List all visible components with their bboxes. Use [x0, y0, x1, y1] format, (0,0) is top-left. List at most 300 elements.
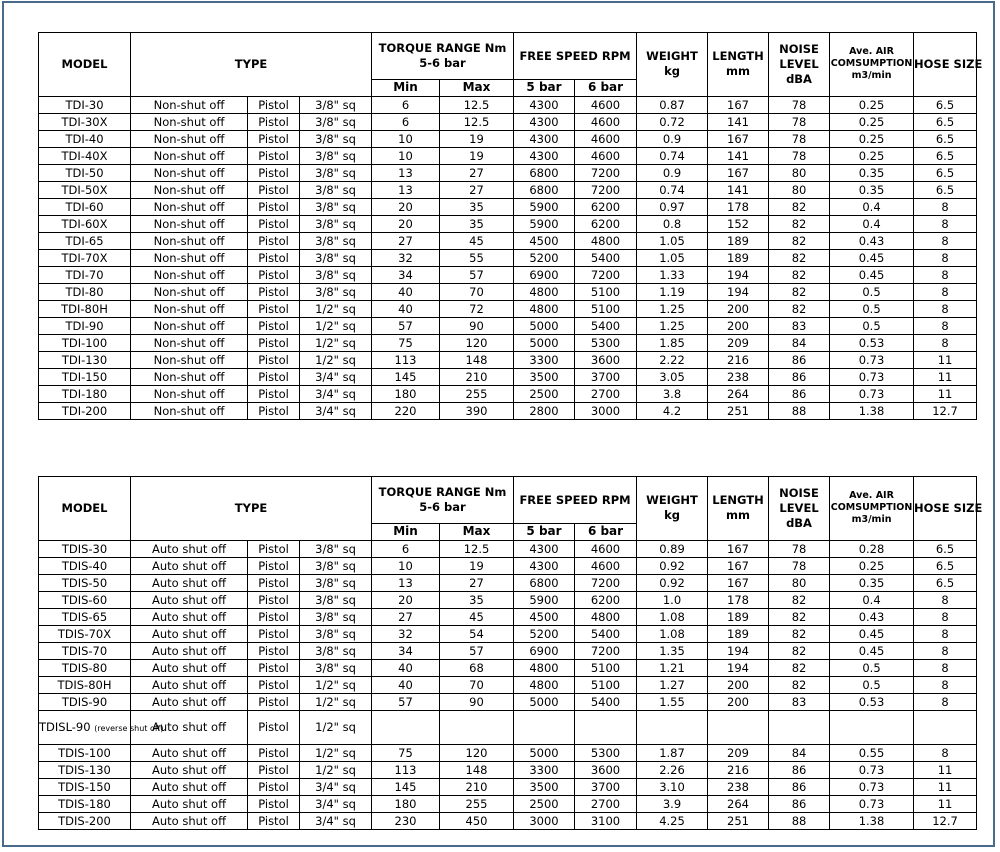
- cell-torque-min: 75: [372, 334, 440, 351]
- cell-speed-5bar: 4300: [514, 113, 575, 130]
- cell-hose: 11: [914, 778, 977, 795]
- cell-speed-6bar: 7200: [575, 164, 637, 181]
- cell-weight: 1.0: [637, 591, 708, 608]
- cell-torque-min: 230: [372, 812, 440, 829]
- cell-type: Auto shut off: [131, 591, 248, 608]
- cell-air: 0.73: [830, 761, 914, 778]
- cell-air: 0.45: [830, 249, 914, 266]
- cell-noise: 82: [769, 591, 830, 608]
- cell-speed-6bar: 4800: [575, 232, 637, 249]
- cell-hose: 6.5: [914, 557, 977, 574]
- cell-model: TDI-60X: [39, 215, 131, 232]
- cell-drive: 3/4" sq: [300, 368, 372, 385]
- cell-drive: 3/8" sq: [300, 557, 372, 574]
- cell-type: Non-shut off: [131, 283, 248, 300]
- cell-model: TDI-70: [39, 266, 131, 283]
- cell-torque-min: 13: [372, 574, 440, 591]
- cell-style: Pistol: [248, 778, 300, 795]
- cell-air: 0.45: [830, 266, 914, 283]
- cell-model: TDI-200: [39, 402, 131, 419]
- cell-air: 0.45: [830, 625, 914, 642]
- cell-torque-min: 40: [372, 283, 440, 300]
- table-row: [39, 351, 977, 368]
- cell-length: 189: [708, 625, 769, 642]
- cell-torque-min: 27: [372, 232, 440, 249]
- cell-type: Auto shut off: [131, 744, 248, 761]
- cell-torque-max: 70: [440, 283, 514, 300]
- cell-speed-5bar: 5000: [514, 693, 575, 710]
- cell-speed-5bar: 5200: [514, 625, 575, 642]
- cell-length: 141: [708, 147, 769, 164]
- cell-hose: 8: [914, 642, 977, 659]
- cell-torque-max: 27: [440, 164, 514, 181]
- cell-torque-max: 19: [440, 130, 514, 147]
- table-row: [39, 744, 977, 761]
- cell-model: TDI-150: [39, 368, 131, 385]
- cell-air: 0.4: [830, 215, 914, 232]
- cell-hose: 8: [914, 693, 977, 710]
- cell-torque-max: 19: [440, 557, 514, 574]
- cell-weight: 4.2: [637, 402, 708, 419]
- cell-weight: 0.9: [637, 164, 708, 181]
- cell-speed-6bar: 4600: [575, 557, 637, 574]
- cell-model: TDI-65: [39, 232, 131, 249]
- table-row: [39, 96, 977, 113]
- cell-speed-6bar: 5100: [575, 659, 637, 676]
- cell-length: 167: [708, 130, 769, 147]
- table-row: [39, 249, 977, 266]
- cell-style: Pistol: [248, 676, 300, 693]
- cell-speed-6bar: 5300: [575, 744, 637, 761]
- cell-drive: 3/8" sq: [300, 198, 372, 215]
- cell-drive: 1/2" sq: [300, 693, 372, 710]
- cell-style: Pistol: [248, 625, 300, 642]
- cell-drive: 1/2" sq: [300, 710, 372, 744]
- table-row: [39, 812, 977, 829]
- cell-air: 0.73: [830, 778, 914, 795]
- cell-model: TDI-50: [39, 164, 131, 181]
- header-air: Ave. AIR COMSUMPTION m3/min: [830, 33, 914, 97]
- cell-style: Pistol: [248, 744, 300, 761]
- table-row: [39, 300, 977, 317]
- cell-speed-5bar: 5900: [514, 198, 575, 215]
- cell-speed-6bar: 5100: [575, 300, 637, 317]
- cell-speed-5bar: 6900: [514, 642, 575, 659]
- cell-speed-5bar: 4300: [514, 557, 575, 574]
- cell-speed-6bar: 4600: [575, 147, 637, 164]
- cell-air: 0.43: [830, 232, 914, 249]
- cell-speed-5bar: 3300: [514, 761, 575, 778]
- cell-style: Pistol: [248, 283, 300, 300]
- table-row: [39, 761, 977, 778]
- cell-speed-6bar: 4600: [575, 130, 637, 147]
- cell-model: TDIS-80H: [39, 676, 131, 693]
- cell-length: 238: [708, 778, 769, 795]
- cell-speed-6bar: 2700: [575, 385, 637, 402]
- cell-hose: 8: [914, 215, 977, 232]
- cell-type: Non-shut off: [131, 266, 248, 283]
- cell-torque-min: 40: [372, 659, 440, 676]
- cell-torque-max: 390: [440, 402, 514, 419]
- cell-weight: 3.8: [637, 385, 708, 402]
- cell-torque-min: 20: [372, 215, 440, 232]
- cell-length: 251: [708, 402, 769, 419]
- cell-length: 167: [708, 557, 769, 574]
- cell-drive: 3/8" sq: [300, 540, 372, 557]
- table-row: [39, 574, 977, 591]
- cell-speed-5bar: [514, 710, 575, 744]
- cell-style: Pistol: [248, 795, 300, 812]
- cell-noise: 86: [769, 368, 830, 385]
- table-row: [39, 591, 977, 608]
- cell-hose: 8: [914, 249, 977, 266]
- cell-speed-6bar: 2700: [575, 795, 637, 812]
- cell-type: Non-shut off: [131, 385, 248, 402]
- cell-type: Non-shut off: [131, 368, 248, 385]
- cell-noise: 82: [769, 642, 830, 659]
- header-weight: WEIGHT kg: [637, 477, 708, 541]
- cell-noise: 80: [769, 181, 830, 198]
- cell-drive: 3/8" sq: [300, 130, 372, 147]
- cell-speed-6bar: 3700: [575, 778, 637, 795]
- cell-hose: 8: [914, 608, 977, 625]
- cell-hose: 8: [914, 676, 977, 693]
- cell-speed-5bar: 3300: [514, 351, 575, 368]
- table-row: [39, 317, 977, 334]
- cell-model: TDI-70X: [39, 249, 131, 266]
- cell-noise: 78: [769, 96, 830, 113]
- cell-hose: 8: [914, 300, 977, 317]
- cell-air: 0.53: [830, 334, 914, 351]
- cell-style: Pistol: [248, 761, 300, 778]
- cell-style: Pistol: [248, 334, 300, 351]
- cell-air: 0.55: [830, 744, 914, 761]
- cell-torque-max: 148: [440, 351, 514, 368]
- cell-weight: 1.55: [637, 693, 708, 710]
- cell-style: Pistol: [248, 300, 300, 317]
- cell-style: Pistol: [248, 659, 300, 676]
- cell-length: 200: [708, 317, 769, 334]
- cell-speed-6bar: 7200: [575, 181, 637, 198]
- cell-torque-max: 27: [440, 574, 514, 591]
- cell-speed-6bar: 6200: [575, 215, 637, 232]
- cell-type: Auto shut off: [131, 795, 248, 812]
- cell-style: Pistol: [248, 385, 300, 402]
- cell-model: TDI-100: [39, 334, 131, 351]
- spec-table-auto-shut-off: [38, 476, 983, 830]
- header-length: LENGTH mm: [708, 33, 769, 97]
- header-model: MODEL: [39, 33, 131, 97]
- cell-hose: 8: [914, 659, 977, 676]
- cell-length: 167: [708, 574, 769, 591]
- cell-model: TDIS-130: [39, 761, 131, 778]
- cell-torque-min: 113: [372, 351, 440, 368]
- table-row: [39, 540, 977, 557]
- cell-style: Pistol: [248, 215, 300, 232]
- cell-drive: 3/8" sq: [300, 642, 372, 659]
- cell-length: 141: [708, 113, 769, 130]
- cell-speed-6bar: 7200: [575, 574, 637, 591]
- header-length: LENGTH mm: [708, 477, 769, 541]
- cell-type: Auto shut off: [131, 557, 248, 574]
- cell-noise: 86: [769, 795, 830, 812]
- cell-speed-5bar: 3500: [514, 778, 575, 795]
- cell-torque-max: 90: [440, 317, 514, 334]
- cell-type: Auto shut off: [131, 540, 248, 557]
- cell-model: TDIS-40: [39, 557, 131, 574]
- cell-torque-max: 57: [440, 642, 514, 659]
- cell-air: 0.25: [830, 130, 914, 147]
- cell-length: 216: [708, 761, 769, 778]
- cell-torque-max: 70: [440, 676, 514, 693]
- cell-noise: 82: [769, 659, 830, 676]
- cell-model: TDI-90: [39, 317, 131, 334]
- cell-length: 200: [708, 676, 769, 693]
- cell-model: TDI-30X: [39, 113, 131, 130]
- cell-length: 167: [708, 96, 769, 113]
- cell-length: 194: [708, 642, 769, 659]
- table-row: [39, 659, 977, 676]
- table-row: [39, 130, 977, 147]
- cell-drive: 3/8" sq: [300, 659, 372, 676]
- header-torque: TORQUE RANGE Nm 5-6 bar: [372, 33, 514, 80]
- cell-speed-6bar: 3000: [575, 402, 637, 419]
- cell-weight: 0.87: [637, 96, 708, 113]
- cell-style: Pistol: [248, 368, 300, 385]
- cell-style: Pistol: [248, 317, 300, 334]
- cell-weight: [637, 710, 708, 744]
- table-row: [39, 266, 977, 283]
- cell-speed-6bar: 3600: [575, 351, 637, 368]
- cell-air: 0.35: [830, 164, 914, 181]
- cell-torque-max: [440, 710, 514, 744]
- cell-speed-5bar: 5900: [514, 215, 575, 232]
- table-row: [39, 232, 977, 249]
- cell-drive: 1/2" sq: [300, 351, 372, 368]
- cell-drive: 3/8" sq: [300, 215, 372, 232]
- cell-noise: 82: [769, 625, 830, 642]
- cell-style: Pistol: [248, 557, 300, 574]
- cell-length: [708, 710, 769, 744]
- cell-drive: 3/8" sq: [300, 283, 372, 300]
- cell-hose: 6.5: [914, 164, 977, 181]
- cell-torque-min: 145: [372, 368, 440, 385]
- cell-noise: 83: [769, 317, 830, 334]
- cell-length: 189: [708, 232, 769, 249]
- cell-drive: 1/2" sq: [300, 761, 372, 778]
- cell-torque-max: 12.5: [440, 96, 514, 113]
- cell-speed-5bar: 3500: [514, 368, 575, 385]
- cell-type: Non-shut off: [131, 317, 248, 334]
- cell-torque-min: 10: [372, 557, 440, 574]
- table-row: [39, 625, 977, 642]
- cell-style: Pistol: [248, 198, 300, 215]
- header-noise: NOISE LEVEL dBA: [769, 477, 830, 541]
- cell-torque-max: 255: [440, 795, 514, 812]
- cell-noise: 84: [769, 744, 830, 761]
- cell-noise: 82: [769, 232, 830, 249]
- cell-speed-5bar: 2800: [514, 402, 575, 419]
- cell-speed-5bar: 4800: [514, 283, 575, 300]
- cell-torque-max: 72: [440, 300, 514, 317]
- header-max: Max: [440, 80, 514, 97]
- cell-length: 189: [708, 249, 769, 266]
- cell-model: TDI-40X: [39, 147, 131, 164]
- cell-weight: 1.87: [637, 744, 708, 761]
- cell-drive: 3/4" sq: [300, 402, 372, 419]
- cell-weight: 1.05: [637, 232, 708, 249]
- cell-torque-max: 210: [440, 778, 514, 795]
- cell-speed-5bar: 6800: [514, 164, 575, 181]
- cell-noise: 78: [769, 113, 830, 130]
- cell-length: 264: [708, 385, 769, 402]
- cell-noise: 86: [769, 385, 830, 402]
- cell-noise: 78: [769, 147, 830, 164]
- cell-weight: 2.26: [637, 761, 708, 778]
- cell-torque-min: 13: [372, 164, 440, 181]
- cell-weight: 3.10: [637, 778, 708, 795]
- cell-style: Pistol: [248, 574, 300, 591]
- header-weight: WEIGHT kg: [637, 33, 708, 97]
- cell-torque-max: 35: [440, 198, 514, 215]
- cell-weight: 2.22: [637, 351, 708, 368]
- header-air: Ave. AIR COMSUMPTION m3/min: [830, 477, 914, 541]
- cell-noise: 82: [769, 249, 830, 266]
- cell-hose: 12.7: [914, 402, 977, 419]
- cell-torque-min: 6: [372, 113, 440, 130]
- cell-hose: 6.5: [914, 574, 977, 591]
- cell-speed-6bar: 3700: [575, 368, 637, 385]
- cell-torque-min: 27: [372, 608, 440, 625]
- cell-hose: 8: [914, 198, 977, 215]
- cell-length: 189: [708, 608, 769, 625]
- cell-weight: 0.97: [637, 198, 708, 215]
- cell-torque-max: 35: [440, 215, 514, 232]
- header-free-speed: FREE SPEED RPM: [514, 477, 637, 524]
- header-type: TYPE: [131, 33, 372, 97]
- cell-length: 238: [708, 368, 769, 385]
- cell-torque-min: 113: [372, 761, 440, 778]
- cell-hose: 11: [914, 385, 977, 402]
- cell-torque-max: 210: [440, 368, 514, 385]
- cell-length: 209: [708, 744, 769, 761]
- cell-speed-5bar: 4500: [514, 232, 575, 249]
- cell-speed-5bar: 4300: [514, 96, 575, 113]
- cell-style: Pistol: [248, 540, 300, 557]
- cell-length: 251: [708, 812, 769, 829]
- cell-hose: 6.5: [914, 96, 977, 113]
- cell-torque-min: 180: [372, 385, 440, 402]
- cell-torque-max: 19: [440, 147, 514, 164]
- cell-speed-5bar: 5900: [514, 591, 575, 608]
- cell-air: 0.73: [830, 385, 914, 402]
- cell-model: TDIS-70X: [39, 625, 131, 642]
- cell-model: TDIS-30: [39, 540, 131, 557]
- cell-style: Pistol: [248, 351, 300, 368]
- cell-torque-min: 34: [372, 266, 440, 283]
- cell-air: 0.35: [830, 181, 914, 198]
- cell-torque-min: 6: [372, 96, 440, 113]
- cell-noise: 83: [769, 693, 830, 710]
- cell-model: TDI-180: [39, 385, 131, 402]
- table-row: [39, 778, 977, 795]
- cell-air: 0.4: [830, 198, 914, 215]
- cell-speed-6bar: 4800: [575, 608, 637, 625]
- cell-type: Auto shut off: [131, 693, 248, 710]
- header-5bar: 5 bar: [514, 80, 575, 97]
- cell-weight: 1.05: [637, 249, 708, 266]
- cell-weight: 1.19: [637, 283, 708, 300]
- table-row: [39, 402, 977, 419]
- cell-drive: 3/8" sq: [300, 249, 372, 266]
- table-row: [39, 164, 977, 181]
- cell-type: Auto shut off: [131, 625, 248, 642]
- cell-model: TDIS-65: [39, 608, 131, 625]
- cell-noise: 82: [769, 608, 830, 625]
- cell-air: 0.28: [830, 540, 914, 557]
- cell-length: 178: [708, 198, 769, 215]
- cell-speed-6bar: 5400: [575, 693, 637, 710]
- cell-length: 194: [708, 659, 769, 676]
- cell-weight: 0.9: [637, 130, 708, 147]
- cell-length: 194: [708, 283, 769, 300]
- cell-hose: 12.7: [914, 812, 977, 829]
- cell-hose: 6.5: [914, 540, 977, 557]
- cell-model: TDI-40: [39, 130, 131, 147]
- cell-weight: 4.25: [637, 812, 708, 829]
- cell-air: 0.25: [830, 96, 914, 113]
- cell-speed-5bar: 5000: [514, 334, 575, 351]
- cell-weight: 3.9: [637, 795, 708, 812]
- cell-torque-min: 180: [372, 795, 440, 812]
- cell-hose: 8: [914, 266, 977, 283]
- cell-type: Auto shut off: [131, 761, 248, 778]
- cell-drive: 1/2" sq: [300, 676, 372, 693]
- cell-length: 178: [708, 591, 769, 608]
- cell-type: Non-shut off: [131, 249, 248, 266]
- cell-hose: 6.5: [914, 130, 977, 147]
- header-hose: HOSE SIZE: [914, 477, 977, 541]
- cell-model: TDIS-150: [39, 778, 131, 795]
- cell-torque-min: 57: [372, 693, 440, 710]
- cell-torque-min: 20: [372, 198, 440, 215]
- cell-model: TDIS-60: [39, 591, 131, 608]
- cell-hose: 11: [914, 368, 977, 385]
- cell-noise: 82: [769, 676, 830, 693]
- cell-hose: 8: [914, 283, 977, 300]
- cell-weight: 1.85: [637, 334, 708, 351]
- cell-drive: 3/8" sq: [300, 266, 372, 283]
- table-row: [39, 608, 977, 625]
- cell-drive: 3/4" sq: [300, 812, 372, 829]
- cell-style: Pistol: [248, 130, 300, 147]
- header-model: MODEL: [39, 477, 131, 541]
- cell-hose: 6.5: [914, 113, 977, 130]
- cell-model: TDISL-90 (reverse shut off): [39, 710, 131, 744]
- cell-speed-5bar: 2500: [514, 385, 575, 402]
- cell-torque-min: 34: [372, 642, 440, 659]
- header-min: Min: [372, 524, 440, 541]
- cell-torque-max: 57: [440, 266, 514, 283]
- cell-torque-min: [372, 710, 440, 744]
- cell-type: Auto shut off: [131, 608, 248, 625]
- cell-drive: 1/2" sq: [300, 334, 372, 351]
- cell-air: 1.38: [830, 402, 914, 419]
- cell-noise: 86: [769, 351, 830, 368]
- cell-hose: 6.5: [914, 181, 977, 198]
- cell-type: Non-shut off: [131, 113, 248, 130]
- cell-style: Pistol: [248, 402, 300, 419]
